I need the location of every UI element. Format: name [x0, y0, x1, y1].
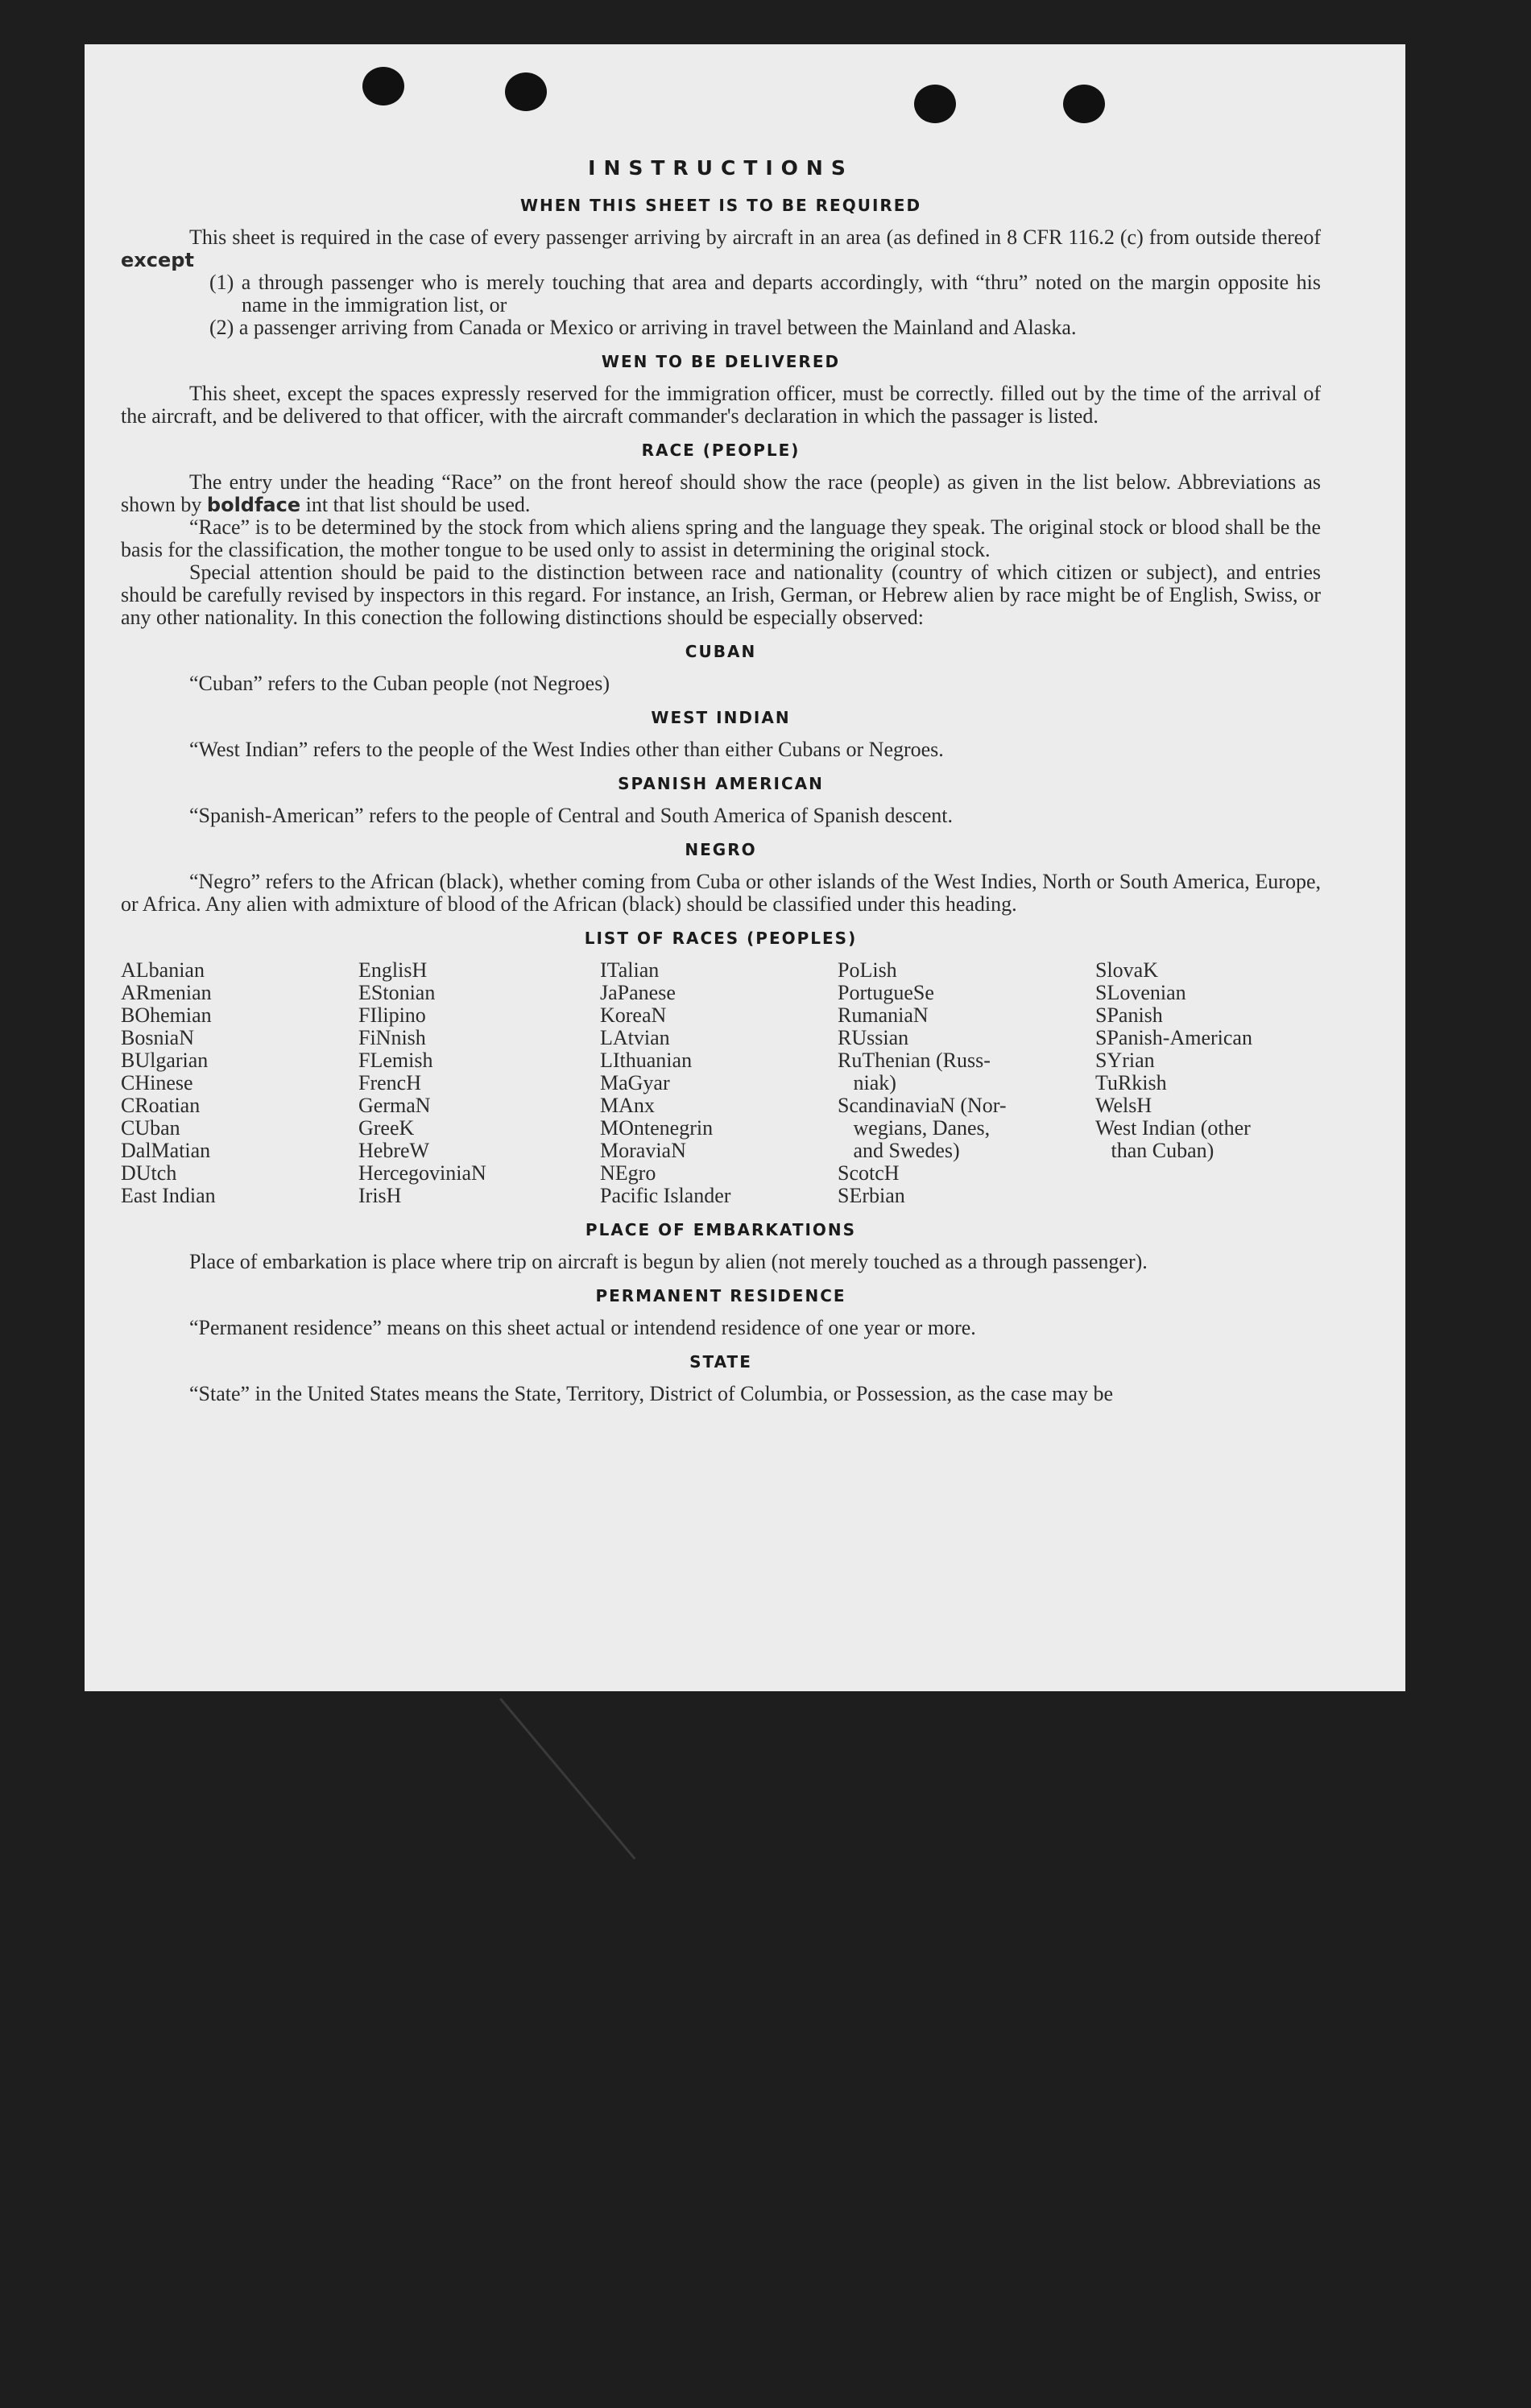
race-paragraph-1: The entry under the heading “Race” on the front hereof should show the race (people) as given in the list below. Abbreviations as shown by boldface int that list should be used. [121, 470, 1321, 516]
punch-hole [362, 67, 404, 106]
race-entry: ALbanian [121, 958, 205, 982]
race-entry: RuThenian (Russ- [838, 1049, 991, 1072]
race-entry: niak) [838, 1071, 896, 1094]
race-entry: CUban [121, 1116, 180, 1140]
race-entry: FrencH [358, 1071, 421, 1094]
cuban-text: “Cuban” refers to the Cuban people (not Negroes) [189, 672, 610, 695]
race-entry: SPanish [1095, 1003, 1163, 1027]
race-entry: East Indian [121, 1184, 216, 1207]
boldface-word: boldface [206, 494, 301, 516]
race-entry: SPanish-American [1095, 1026, 1252, 1049]
state-text: “State” in the United States means the State, Territory, District of Columbia, or Possession, as the case may be [189, 1382, 1113, 1405]
punch-hole [914, 85, 956, 123]
required-item-2: (2) a passenger arriving from Canada or Mexico or arriving in travel between the Mainland and Alaska. [209, 316, 1077, 339]
section-heading-residence: PERMANENT RESIDENCE [595, 1286, 846, 1305]
race-list-column-4 [838, 959, 1095, 1207]
race-entry: CRoatian [121, 1094, 201, 1117]
race-entry: MAnx [600, 1094, 655, 1117]
race-entry: SlovaK [1095, 958, 1158, 982]
race-entry: ScandinaviaN (Nor- [838, 1094, 1007, 1117]
race-entry: LAtvian [600, 1026, 670, 1049]
punch-hole [505, 72, 547, 111]
race-entry: than Cuban) [1095, 1139, 1214, 1162]
film-scratch [499, 1698, 635, 1860]
race-list [121, 959, 1321, 1207]
required-intro: This sheet is required in the case of every passenger arriving by aircraft in an area (as defined in 8 CFR 116.2 (c) from outside thereof except [121, 225, 1321, 271]
race-entry: FIlipino [358, 1003, 426, 1027]
race-entry: MOntenegrin [600, 1116, 714, 1140]
race-entry: WelsH [1095, 1094, 1152, 1117]
race-entry: West Indian (other [1095, 1116, 1251, 1140]
race-entry: BosniaN [121, 1026, 194, 1049]
race-entry: EStonian [358, 981, 436, 1004]
race-entry: SYrian [1095, 1049, 1155, 1072]
spanish-american-text: “Spanish-American” refers to the people of Central and South America of Spanish descent. [189, 804, 953, 827]
residence-text: “Permanent residence” means on this sheet actual or intendend residence of one year or more. [189, 1316, 976, 1339]
punch-hole [1063, 85, 1105, 123]
race-entry: MoraviaN [600, 1139, 686, 1162]
section-heading-negro: NEGRO [685, 840, 757, 859]
race-entry: FLemish [358, 1049, 433, 1072]
section-heading-required: WHEN THIS SHEET IS TO BE REQUIRED [519, 196, 922, 215]
race-entry: CHinese [121, 1071, 193, 1094]
section-heading-race: RACE (PEOPLE) [641, 441, 801, 460]
race-list-column-1 [121, 959, 358, 1207]
race-paragraph-3: Special attention should be paid to the distinction between race and nationality (country of which citizen or subject), and entries should be carefully revised by inspectors in this regard. For instance, an Irish, German, or Hebrew alien by race might be of English, Swiss, or any other nationality. In this conection the following distinctions should be especially observed: [121, 561, 1321, 629]
race-entry: PortugueSe [838, 981, 934, 1004]
race-entry: HercegoviniaN [358, 1161, 486, 1185]
embarkation-text: Place of embarkation is place where trip on aircraft is begun by alien (not merely touched as a through passenger). [189, 1250, 1148, 1273]
section-heading-cuban: CUBAN [685, 642, 757, 661]
instructions-content [121, 157, 1321, 1405]
race-entry: TuRkish [1095, 1071, 1167, 1094]
race-entry: wegians, Danes, [838, 1116, 991, 1140]
race-entry: RumaniaN [838, 1003, 929, 1027]
delivered-text: This sheet, except the spaces expressly reserved for the immigration officer, must be correctly. filled out by the time of the arrival of the aircraft, and be delivered to that officer, with the aircraft commander's declaration in which the passager is listed. [121, 382, 1321, 428]
race-entry: DalMatian [121, 1139, 211, 1162]
race-list-column-5 [1095, 959, 1305, 1207]
race-entry: Pacific Islander [600, 1184, 731, 1207]
negro-text: “Negro” refers to the African (black), whether coming from Cuba or other islands of the West Indies, North or South America, Europe, or Africa. Any alien with admixture of blood of the African (black) should be classified under this heading. [121, 870, 1321, 916]
race-entry: ITalian [600, 958, 660, 982]
west-indian-text: “West Indian” refers to the people of the West Indies other than either Cubans or Negroes. [189, 738, 944, 761]
race-entry: FiNnish [358, 1026, 426, 1049]
race-entry: PoLish [838, 958, 897, 982]
race-entry: and Swedes) [838, 1139, 960, 1162]
page-title: INSTRUCTIONS [588, 156, 854, 180]
race-entry: IrisH [358, 1184, 402, 1207]
race-entry: ScotcH [838, 1161, 900, 1185]
section-heading-embarkation: PLACE OF EMBARKATIONS [585, 1220, 857, 1239]
race-entry: DUtch [121, 1161, 177, 1185]
race-entry: KoreaN [600, 1003, 667, 1027]
race-entry: SErbian [838, 1184, 905, 1207]
document-page [85, 44, 1405, 1691]
race-entry: GreeK [358, 1116, 415, 1140]
race-list-column-3 [600, 959, 838, 1207]
section-heading-race-list: LIST OF RACES (PEOPLES) [584, 929, 858, 948]
race-entry: JaPanese [600, 981, 676, 1004]
section-heading-spanish-american: SPANISH AMERICAN [618, 774, 824, 793]
race-entry: GermaN [358, 1094, 431, 1117]
section-heading-state: STATE [689, 1352, 752, 1372]
race-entry: BUlgarian [121, 1049, 209, 1072]
race-entry: RUssian [838, 1026, 909, 1049]
race-entry: LIthuanian [600, 1049, 693, 1072]
section-heading-west-indian: WEST INDIAN [651, 708, 791, 727]
race-paragraph-2: “Race” is to be determined by the stock from which aliens spring and the language they speak. The original stock or blood shall be the basis for the classification, the mother tongue to be used only to assist in determining the original stock. [121, 515, 1321, 561]
section-heading-delivered: WEN TO BE DELIVERED [601, 352, 841, 371]
race-entry: ARmenian [121, 981, 212, 1004]
race-entry: EnglisH [358, 958, 428, 982]
except-word: except [121, 249, 194, 271]
race-entry: HebreW [358, 1139, 430, 1162]
required-item-1: (1) a through passenger who is merely touching that area and departs accordingly, with “thru” noted on the margin opposite his name in the immigration list, or [209, 271, 1321, 317]
race-entry: BOhemian [121, 1003, 212, 1027]
race-list-column-2 [358, 959, 600, 1207]
race-entry: MaGyar [600, 1071, 670, 1094]
race-entry: NEgro [600, 1161, 656, 1185]
race-entry: SLovenian [1095, 981, 1186, 1004]
